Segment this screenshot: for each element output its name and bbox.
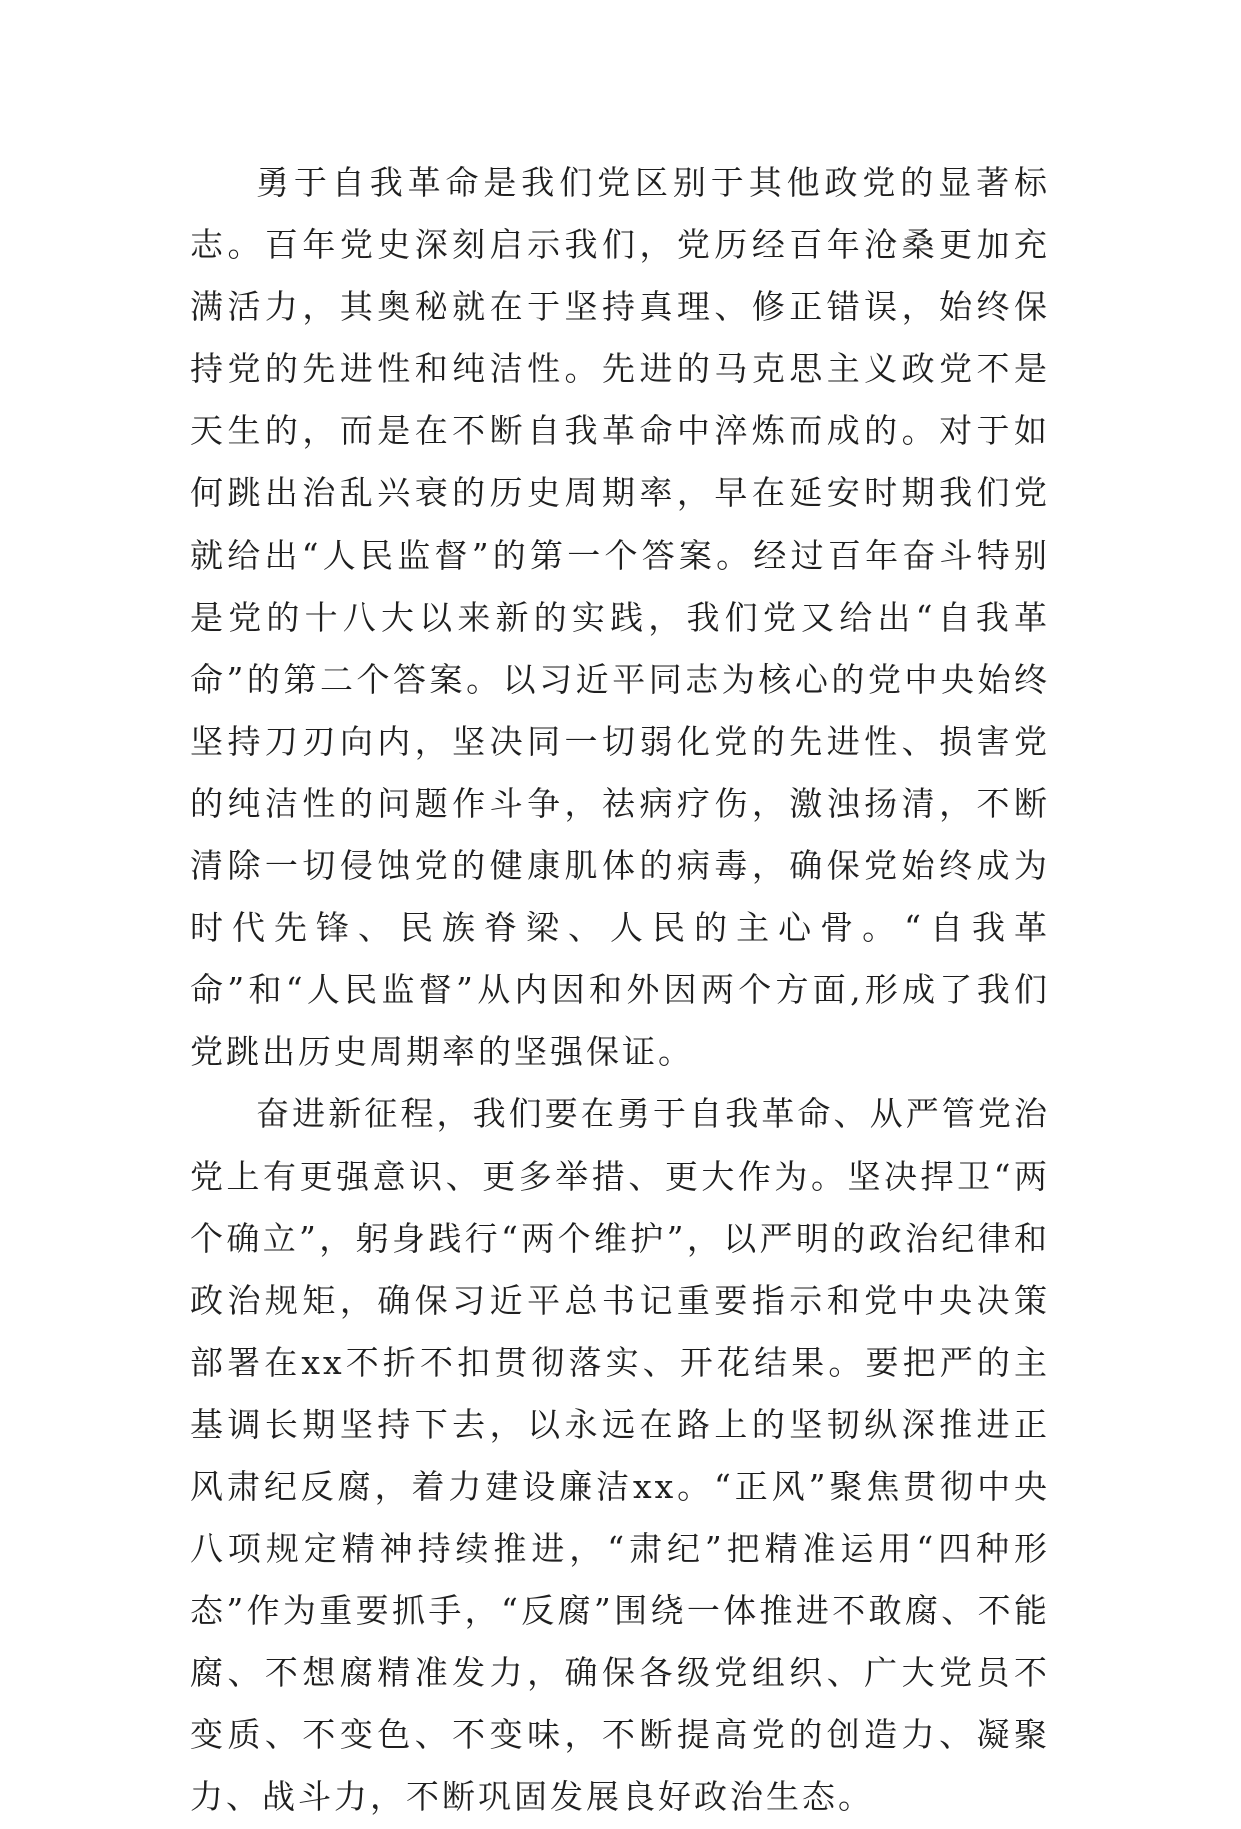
paragraph-self-revolution: 勇于自我革命是我们党区别于其他政党的显著标志。百年党史深刻启示我们，党历经百年沧桑更加充满活力，其奥秘就在于坚持真理、修正错误，始终保持党的先进性和纯洁性。先进的马克思主义政党不是天生的，而是在不断自我革命中淬炼而成的。对于如何跳出治乱兴衰的历史周期率，早在延安时期我们党就给出“人民监督”的第一个答案。经过百年奋斗特别是党的十八大以来新的实践，我们党又给出“自我革命”的第二个答案。以习近平同志为核心的党中央始终坚持刀刃向内，坚决同一切弱化党的先进性、损害党的纯洁性的问题作斗争，祛病疗伤，激浊扬清，不断清除一切侵蚀党的健康肌体的病毒，确保党始终成为时代先锋、民族脊梁、人民的主心骨。“自我革命”和“人民监督”从内因和外因两个方面,形成了我们党跳出历史周期率的坚强保证。 — [190, 163, 1050, 1072]
document-body — [190, 152, 1050, 1829]
paragraph-new-journey: 奋进新征程，我们要在勇于自我革命、从严管党治党上有更强意识、更多举措、更大作为。坚决捍卫“两个确立”，躬身践行“两个维护”，以严明的政治纪律和政治规矩，确保习近平总书记重要指示和党中央决策部署在xx不折不扣贯彻落实、开花结果。要把严的主基调长期坚持下去，以永远在路上的坚韧纵深推进正风肃纪反腐，着力建设廉洁xx。“正风”聚焦贯彻中央八项规定精神持续推进，“肃纪”把精准运用“四种形态”作为重要抓手，“反腐”围绕一体推进不敢腐、不能腐、不想腐精准发力，确保各级党组织、广大党员不变质、不变色、不变味，不断提高党的创造力、凝聚力、战斗力，不断巩固发展良好政治生态。 — [190, 1094, 1050, 1817]
